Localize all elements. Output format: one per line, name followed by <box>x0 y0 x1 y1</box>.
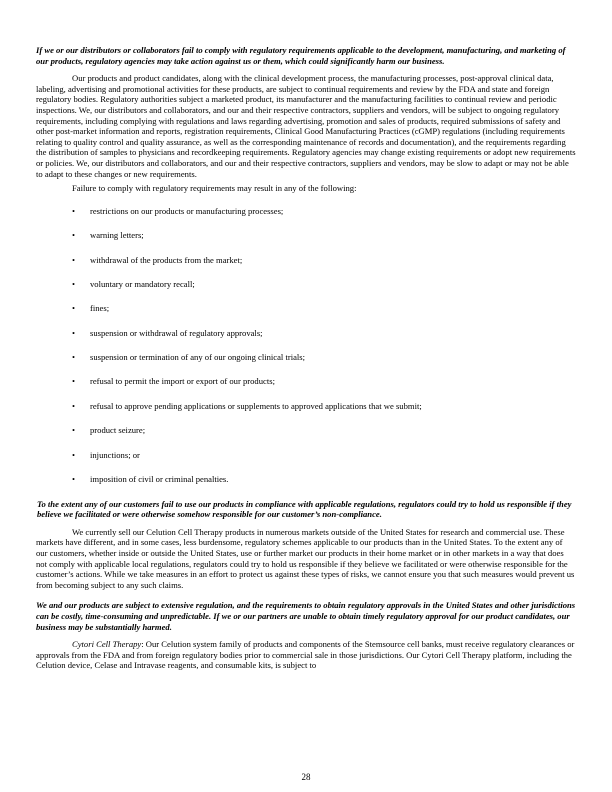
body-paragraph-regulatory-requirements: Our products and product candidates, along with the clinical development process, the manufacturing processes, post-approval clinical data, labeling, advertising and promotional activities for these products, are subject to continual requirements and review by the FDA and state and foreign regulatory bodies. Regulatory authorities subject a marketed product, its manufacturer and the manufacturing facilities to continual review and periodic inspections. We, our distributors and collaborators, and our and their respective contractors, suppliers and vendors, will be subject to ongoing regulatory requirements, including complying with regulations and laws regarding advertising, promotion and sales of products, required submissions of safety and other post-market information and reports, registration requirements, Clinical Good Manufacturing Practices (cGMP) regulations (including requirements relating to quality control and quality assurance, as well as the corresponding maintenance of records and documentation), and the requirements regarding the distribution of samples to physicians and recordkeeping requirements. Regulatory agencies may change existing requirements or adopt new requirements or policies. We, our distributors and collaborators, and our and their respective contractors, suppliers and vendors, may be slow to adapt or may not be able to adapt to these changes or new requirements. <box>36 73 576 179</box>
bullet-icon: • <box>72 278 76 289</box>
bullet-icon: • <box>72 327 76 338</box>
bullet-icon: • <box>72 205 76 216</box>
consequences-list <box>36 206 576 485</box>
bullet-icon: • <box>72 376 76 387</box>
list-item: • suspension or withdrawal of regulatory approvals; <box>72 327 263 338</box>
list-item: • warning letters; <box>72 230 144 241</box>
list-item: • suspension or termination of any of our ongoing clinical trials; <box>72 352 306 363</box>
list-item: • voluntary or mandatory recall; <box>72 278 195 289</box>
list-item: • imposition of civil or criminal penalties. <box>72 474 229 485</box>
bullet-icon: • <box>72 400 76 411</box>
document-page <box>36 45 576 675</box>
consequences-intro: Failure to comply with regulatory requirements may result in any of the following: <box>72 183 357 194</box>
list-item: • refusal to permit the import or export of our products; <box>72 376 275 387</box>
term-cytori-cell-therapy: Cytori Cell Therapy <box>72 639 142 650</box>
bullet-icon: • <box>72 425 76 436</box>
page-number: 28 <box>301 772 311 782</box>
list-item: • withdrawal of the products from the market; <box>72 254 243 265</box>
list-item: • refusal to approve pending applications or supplements to approved applications that we submit; <box>72 400 422 411</box>
risk-heading-customer-compliance: To the extent any of our customers fail to use our products in compliance with applicable regulations, regulators could try to hold us responsible if they believe we facilitated or were otherwise somehow responsible for our customer’s non-compliance. <box>37 498 572 520</box>
risk-heading-regulatory-compliance: If we or our distributors or collaborators fail to comply with regulatory requirements applicable to the development, manufacturing, and marketing of our products, regulatory agencies may take action against us or them, which could significantly harm our business. <box>36 45 566 66</box>
list-item: • fines; <box>72 303 110 314</box>
list-item: • injunctions; or <box>72 449 140 460</box>
risk-heading-regulatory-approvals: We and our products are subject to extensive regulation, and the requirements to obtain regulatory approvals in the United States and other jurisdictions can be costly, time-consuming and unpredictable. If we or our partners are unable to obtain timely regulatory approval for our product candidates, our business may be substantially harmed. <box>36 600 576 632</box>
bullet-icon: • <box>72 254 76 265</box>
bullet-icon: • <box>72 230 76 241</box>
body-paragraph-customer-compliance: We currently sell our Celution Cell Therapy products in numerous markets outside of the United States for research and commercial use. These markets have different, and in some cases, less burdensome, regulatory schemes applicable to our products than in the United States. To the extent any of our customers, whether inside or outside the United States, use or further market our products in their home market or in other markets in a way that does not comply with applicable local regulations, regulators could try to hold us responsible if they believe we facilitated or were otherwise responsible for the customer’s actions. While we take measures in an effort to protect us against these types of risks, we cannot ensure you that such measures would prevent us from becoming subject to any such claims. <box>36 526 575 590</box>
bullet-icon: • <box>72 474 76 485</box>
list-item: • product seizure; <box>72 425 146 436</box>
bullet-icon: • <box>72 352 76 363</box>
body-paragraph-cytori-cell-therapy: Cytori Cell Therapy: Our Celution system family of products and components of the Stemsource cell banks, must receive regulatory clearances or approvals from the FDA and from foreign regulatory bodies prior to commercial sale in those jurisdictions. Our Cytori Cell Therapy platform, including the Celution device, Celase and Intravase reagents, and consumable kits, is subject to <box>36 639 575 671</box>
list-item: • restrictions on our products or manufacturing processes; <box>72 205 284 216</box>
bullet-icon: • <box>72 449 76 460</box>
bullet-icon: • <box>72 303 76 314</box>
